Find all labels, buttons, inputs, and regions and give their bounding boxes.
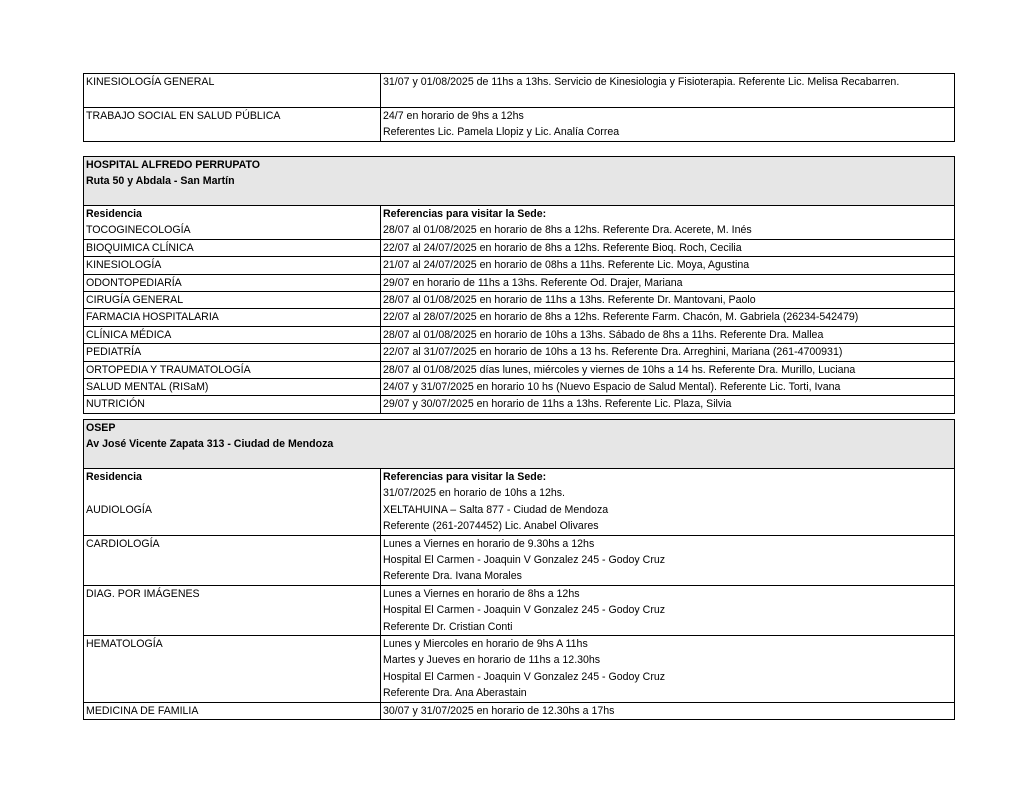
referencias-line: Lunes y Miercoles en horario de 9hs A 11hs <box>383 638 588 651</box>
referencias-line: Referentes Lic. Pamela Llopiz y Lic. Analía Correa <box>383 126 620 139</box>
residencia-cell: TRABAJO SOCIAL EN SALUD PÚBLICA <box>84 108 381 141</box>
referencias-line: 29/07 y 30/07/2025 en horario de 11hs a 13hs. Referente Lic. Plaza, Silvia <box>383 398 732 411</box>
referencias-cell <box>381 344 954 360</box>
table-row <box>84 535 954 585</box>
referencias-cell <box>381 327 954 343</box>
perrupato-table <box>83 156 955 414</box>
table-row <box>84 291 954 308</box>
column-header-residencia: Residencia <box>84 469 381 485</box>
table-row <box>84 702 954 719</box>
referencias-line: 22/07 al 31/07/2025 en horario de 10hs a 13 hs. Referente Dra. Arreghini, Mariana (261-4700931) <box>383 346 843 359</box>
hospital-name: HOSPITAL ALFREDO PERRUPATO <box>86 159 261 171</box>
referencias-line: Hospital El Carmen - Joaquin V Gonzalez 245 - Godoy Cruz <box>383 670 666 683</box>
referencias-cell <box>381 485 954 534</box>
referencias-line: Lunes a Viernes en horario de 8hs a 12hs <box>383 587 580 600</box>
osep-table <box>83 419 955 720</box>
table-row <box>84 485 954 534</box>
referencias-line: 28/07 al 01/08/2025 días lunes, miércoles y viernes de 10hs a 14 hs. Referente Dra. Murillo, Luciana <box>383 363 856 376</box>
referencias-line: Lunes a Viernes en horario de 9.30hs a 12hs <box>383 537 595 550</box>
residencia-cell: ODONTOPEDIARÍA <box>84 275 381 291</box>
table-row <box>84 343 954 360</box>
residencia-cell: BIOQUIMICA CLÍNICA <box>84 240 381 256</box>
referencias-line: 21/07 al 24/07/2025 en horario de 08hs a 11hs. Referente Lic. Moya, Agustina <box>383 259 750 272</box>
referencias-cell <box>381 379 954 395</box>
table-row <box>84 222 954 238</box>
referencias-line: 31/07/2025 en horario de 10hs a 12hs. <box>383 487 566 500</box>
column-header-row <box>84 469 954 485</box>
residencia-cell: DIAG. POR IMÁGENES <box>84 586 381 635</box>
hospital-header <box>84 420 954 469</box>
column-header-row <box>84 206 954 222</box>
referencias-line: Referente (261-2074452) Lic. Anabel Olivares <box>383 520 599 533</box>
table-row <box>84 256 954 273</box>
referencias-line: Martes y Jueves en horario de 11hs a 12.30hs <box>383 654 601 667</box>
referencias-line: Hospital El Carmen - Joaquin V Gonzalez 245 - Godoy Cruz <box>383 604 666 617</box>
residencia-cell: MEDICINA DE FAMILIA <box>84 703 381 719</box>
referencias-line: 24/7 en horario de 9hs a 12hs <box>383 110 524 122</box>
table-row <box>84 326 954 343</box>
residencia-cell: SALUD MENTAL (RISaM) <box>84 379 381 395</box>
referencias-cell <box>381 257 954 273</box>
referencias-line: 31/07 y 01/08/2025 de 11hs a 13hs. Servicio de Kinesiologia y Fisioterapia. Referente Lic. Melisa Recabarren. <box>383 76 900 88</box>
residencia-cell: NUTRICIÓN <box>84 396 381 412</box>
residencia-cell: TOCOGINECOLOGÍA <box>84 222 381 238</box>
column-header-referencias: Referencias para visitar la Sede: <box>383 208 547 220</box>
referencias-line: 22/07 al 24/07/2025 en horario de 8hs a 12hs. Referente Bioq. Roch, Cecilia <box>383 241 742 254</box>
referencias-cell <box>381 292 954 308</box>
perrupato-rows <box>84 222 954 412</box>
residencia-cell: PEDIATRÍA <box>84 344 381 360</box>
referencias-line: Referente Dr. Cristian Conti <box>383 620 513 633</box>
referencias-line: XELTAHUINA – Salta 877 - Ciudad de Mendoza <box>383 503 609 516</box>
referencias-cell <box>381 108 954 141</box>
residencia-cell: CIRUGÍA GENERAL <box>84 292 381 308</box>
residencia-cell: FARMACIA HOSPITALARIA <box>84 309 381 325</box>
referencias-cell <box>381 396 954 412</box>
referencias-line: 30/07 y 31/07/2025 en horario de 12.30hs a 17hs <box>383 704 615 717</box>
osep-rows <box>84 485 954 719</box>
referencias-line: 28/07 al 01/08/2025 en horario de 11hs a 13hs. Referente Dr. Mantovani, Paolo <box>383 294 756 307</box>
referencias-cell <box>381 703 954 719</box>
referencias-line: Referente Dra. Ivana Morales <box>383 570 522 583</box>
referencias-cell <box>381 222 954 238</box>
referencias-line: Hospital El Carmen - Joaquin V Gonzalez 245 - Godoy Cruz <box>383 554 666 567</box>
hospital-address: Ruta 50 y Abdala - San Martín <box>86 175 235 188</box>
hospital-name: OSEP <box>86 422 116 434</box>
referencias-cell <box>381 275 954 291</box>
residencia-cell: KINESIOLOGÍA <box>84 257 381 273</box>
referencias-line: Referente Dra. Ana Aberastain <box>383 687 527 700</box>
referencias-cell <box>381 362 954 378</box>
column-header-referencias: Referencias para visitar la Sede: <box>383 471 547 483</box>
residencia-cell: ORTOPEDIA Y TRAUMATOLOGÍA <box>84 362 381 378</box>
referencias-line: 29/07 en horario de 11hs a 13hs. Referente Od. Drajer, Mariana <box>383 276 683 289</box>
table-row <box>84 74 954 107</box>
table-row <box>84 239 954 256</box>
referencias-cell <box>381 586 954 635</box>
referencias-line: 22/07 al 28/07/2025 en horario de 8hs a 12hs. Referente Farm. Chacón, M. Gabriela (26234-542479) <box>383 311 859 324</box>
table-row <box>84 274 954 291</box>
referencias-line: 28/07 al 01/08/2025 en horario de 8hs a 12hs. Referente Dra. Acerete, M. Inés <box>383 224 752 237</box>
referencias-cell <box>381 536 954 585</box>
table-row <box>84 361 954 378</box>
top-table <box>83 73 955 142</box>
residencia-cell: KINESIOLOGÍA GENERAL <box>84 74 381 107</box>
table-row <box>84 395 954 412</box>
hospital-address: Av José Vicente Zapata 313 - Ciudad de Mendoza <box>86 438 334 451</box>
table-row <box>84 308 954 325</box>
residencia-cell: CARDIOLOGÍA <box>84 536 381 585</box>
referencias-line: 28/07 al 01/08/2025 en horario de 10hs a 13hs. Sábado de 8hs a 11hs. Referente Dra. Mallea <box>383 328 824 341</box>
table-row <box>84 635 954 702</box>
referencias-line: 24/07 y 31/07/2025 en horario 10 hs (Nuevo Espacio de Salud Mental). Referente Lic. Torti, Ivana <box>383 381 841 394</box>
residencia-cell: CLÍNICA MÉDICA <box>84 327 381 343</box>
column-header-residencia: Residencia <box>84 206 381 222</box>
referencias-cell <box>381 240 954 256</box>
table-row <box>84 378 954 395</box>
referencias-cell <box>381 74 954 107</box>
residencia-cell: AUDIOLOGÍA <box>84 485 381 534</box>
referencias-cell <box>381 309 954 325</box>
residencia-cell: HEMATOLOGÍA <box>84 636 381 702</box>
hospital-header <box>84 157 954 206</box>
referencias-cell <box>381 636 954 702</box>
table-row <box>84 585 954 635</box>
table-row <box>84 107 954 141</box>
